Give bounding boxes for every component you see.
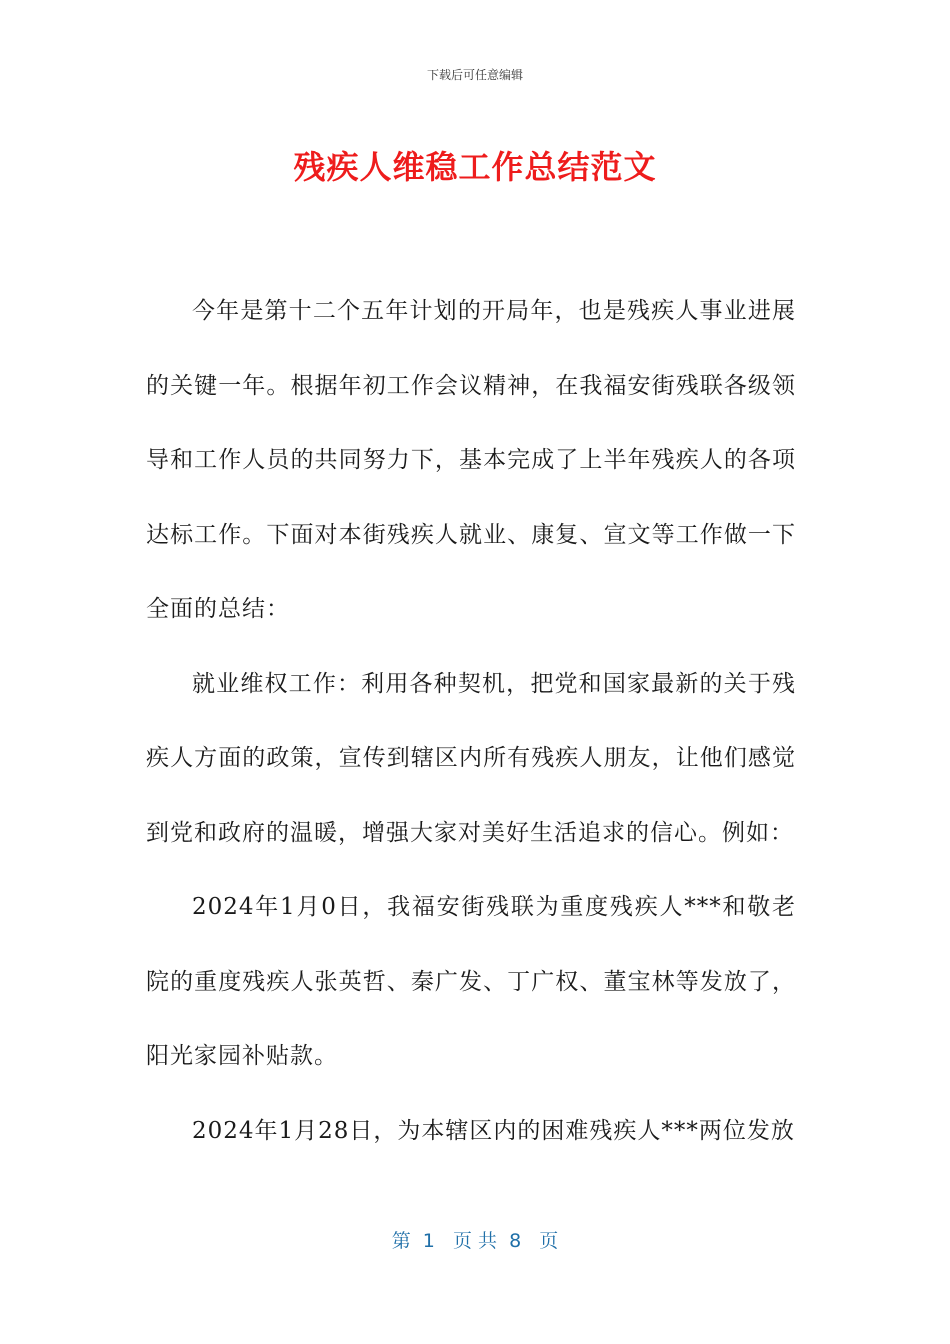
header-note: 下载后可任意编辑 — [426, 68, 523, 82]
document-title: 残疾人维稳工作总结范文 — [293, 148, 657, 186]
paragraph-intro: 今年是第十二个五年计划的开局年，也是残疾人事业进展的关键一年。根据年初工作会议精神，在我福安街残联各级领导和工作人员的共同努力下，基本完成了上半年残疾人的各项达标工作。下面对本街残疾人就业、康复、宣文等工作做一下全面的总结： — [146, 298, 796, 622]
paragraph-employment: 就业维权工作：利用各种契机，把党和国家最新的关于残疾人方面的政策，宣传到辖区内所有残疾人朋友，让他们感觉到党和政府的温暖，增强大家对美好生活追求的信心。例如： — [146, 670, 796, 846]
document-body — [146, 274, 796, 1168]
paragraph-jan-10: 2024年1月0日，我福安街残联为重度残疾人***和敬老院的重度残疾人张英哲、秦广发、丁广权、董宝林等发放了，阳光家园补贴款。 — [146, 894, 796, 1069]
page-footer: 第 1 页 共 8 页 — [391, 1230, 559, 1252]
paragraph-jan-28: 2024年1月28日，为本辖区内的困难残疾人***两位发放 — [192, 1117, 795, 1144]
